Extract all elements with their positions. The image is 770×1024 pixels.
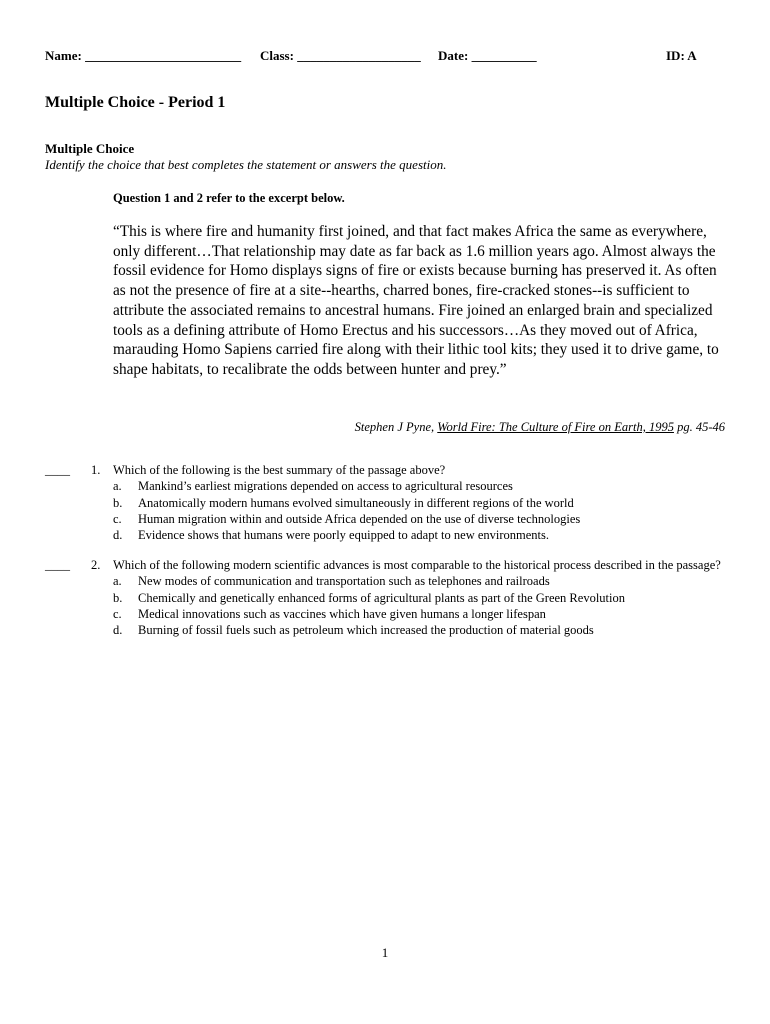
page-title: Multiple Choice - Period 1 (45, 94, 226, 111)
question-number: 1. (91, 463, 101, 477)
choice-letter: c. (113, 606, 122, 621)
choice-list (113, 478, 723, 543)
choice-item (113, 573, 723, 589)
choice-text: New modes of communication and transportation such as telephones and railroads (138, 574, 550, 589)
question-text: Which of the following is the best summary of the passage above? (113, 463, 446, 477)
choice-text: Chemically and genetically enhanced forms of agricultural plants as part of the Green Revolution (138, 590, 625, 605)
choice-text: Medical innovations such as vaccines which have given humans a longer lifespan (138, 606, 546, 621)
citation-pages: pg. 45-46 (673, 420, 725, 434)
section-instructions: Identify the choice that best completes the statement or answers the question. (45, 157, 447, 172)
choice-letter: b. (113, 495, 123, 510)
choice-item (113, 511, 723, 527)
choice-letter: c. (113, 511, 122, 526)
page-number: 1 (381, 945, 389, 960)
choice-letter: d. (113, 623, 123, 638)
choice-item (113, 478, 723, 494)
excerpt-reference: Question 1 and 2 refer to the excerpt below. (113, 191, 345, 205)
section-title: Multiple Choice (45, 141, 135, 156)
excerpt-citation (355, 420, 725, 435)
choice-text: Human migration within and outside Africa depended on the use of diverse technologies (138, 511, 581, 526)
id-label: ID: A (666, 48, 697, 63)
choice-item (113, 622, 638, 638)
choice-list (113, 573, 723, 638)
choice-item (113, 527, 723, 543)
name-field[interactable]: Name: ________________________ (45, 48, 242, 63)
choice-text: Anatomically modern humans evolved simultaneously in different regions of the world (138, 495, 574, 510)
citation-author: Stephen J Pyne, (354, 420, 438, 434)
choice-text: Burning of fossil fuels such as petroleum which increased the production of material goods (138, 623, 594, 638)
choice-item (113, 590, 638, 606)
choice-letter: d. (113, 528, 123, 543)
choice-letter: a. (113, 574, 122, 589)
choice-item (113, 495, 723, 511)
choice-letter: b. (113, 590, 123, 605)
question-number: 2. (91, 558, 101, 572)
choice-text: Evidence shows that humans were poorly equipped to adapt to new environments. (138, 528, 550, 543)
excerpt-text: “This is where fire and humanity first joined, and that fact makes Africa the same as everywhere, only different…That relationship may date as far back as 1.6 million years ago. Almost always the fossil evidence for Homo displays signs of fire or exists because burning has preserved it. As often as not the presence of fire at a site--hearths, charred bones, fire-cracked stones--is sufficient to attribute the associated remains to ancestral humans. Fire joined an enlarged brain and specialized tools as a defining attribute of Homo Erectus and his successors…As they moved out of Africa, marauding Homo Sapiens carried fire along with their lithic tool kits; they used it to drive game, to shape habitats, to recalibrate the odds between hunter and prey.” (113, 223, 719, 378)
choice-text: Mankind’s earliest migrations depended on access to agricultural resources (138, 479, 513, 494)
choice-item (113, 606, 723, 622)
date-field[interactable]: Date: __________ (438, 48, 537, 63)
citation-work: World Fire: The Culture of Fire on Earth, 1995 (437, 420, 674, 434)
answer-blank[interactable]: ____ (45, 463, 70, 477)
question-text: Which of the following modern scientific advances is most comparable to the historical process described in the passage? (113, 558, 721, 572)
class-field[interactable]: Class: ___________________ (260, 48, 421, 63)
answer-blank[interactable]: ____ (45, 558, 70, 572)
choice-letter: a. (113, 479, 122, 494)
